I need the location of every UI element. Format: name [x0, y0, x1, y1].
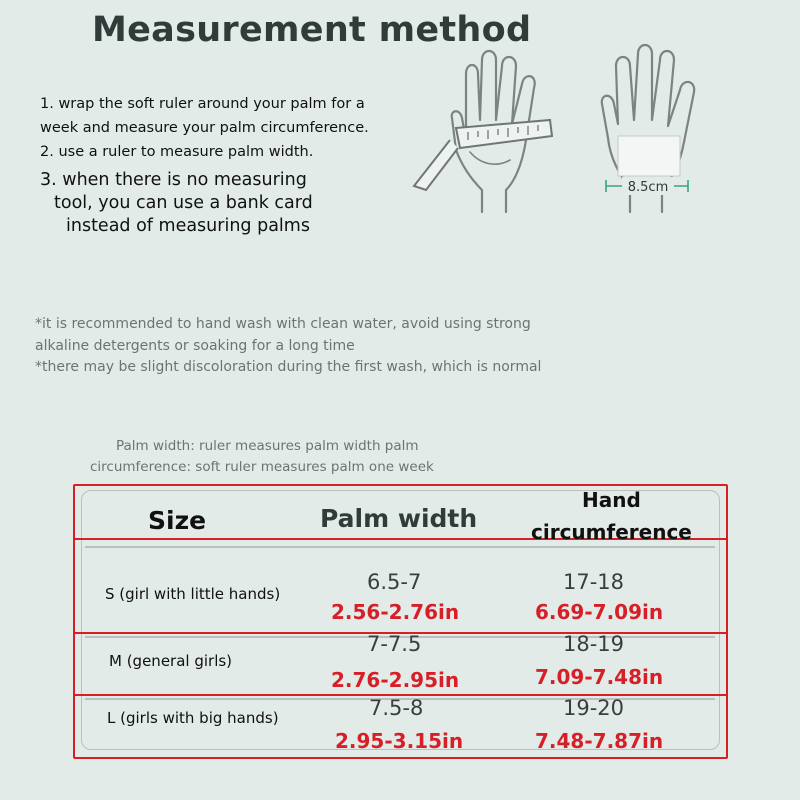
header-size: Size [148, 506, 207, 535]
row-label-s: S (girl with little hands) [105, 585, 281, 603]
hand-cm-s: 17-18 [563, 570, 625, 594]
header-hand-circumference [531, 484, 692, 548]
hand-measurement-illustration [410, 40, 730, 220]
hand-in-l: 7.48-7.87in [535, 729, 664, 753]
hand-cm-l: 19-20 [563, 696, 625, 720]
subtitle-line-1: Palm width: ruler measures palm width palm [116, 438, 419, 454]
soft-ruler-icon [414, 120, 552, 190]
palm-in-s: 2.56-2.76in [331, 600, 460, 624]
measure-width-label: 8.5cm [627, 180, 669, 195]
header-hand-line-1: Hand [582, 488, 641, 512]
page-title: Measurement method [92, 10, 532, 50]
row-label-l: L (girls with big hands) [107, 709, 279, 727]
step-3 [40, 169, 400, 238]
note-1: *it is recommended to hand wash with clean water, avoid using strong alkaline detergents or soaking for a long time [35, 316, 531, 354]
hand-in-m: 7.09-7.48in [535, 665, 664, 689]
hand-in-s: 6.69-7.09in [535, 600, 664, 624]
row-label-m: M (general girls) [109, 652, 233, 670]
palm-cm-m: 7-7.5 [367, 632, 422, 656]
step-3-line-3: instead of measuring palms [66, 216, 310, 236]
note-2: *there may be slight discoloration during the first wash, which is normal [35, 359, 542, 375]
header-hand-line-2: circumference [531, 520, 692, 544]
palm-in-m: 2.76-2.95in [331, 668, 460, 692]
step-1: 1. wrap the soft ruler around your palm for a week and measure your palm circumference. [40, 96, 369, 136]
care-notes [35, 314, 555, 379]
step-3-line-1: 3. when there is no measuring [40, 170, 307, 190]
palm-cm-l: 7.5-8 [369, 696, 424, 720]
hand-cm-m: 18-19 [563, 632, 625, 656]
size-table [73, 484, 728, 759]
palm-cm-s: 6.5-7 [367, 570, 422, 594]
step-2: 2. use a ruler to measure palm width. [40, 144, 314, 160]
header-palm-width: Palm width [320, 504, 478, 533]
measurement-subtitle [90, 436, 434, 478]
palm-in-l: 2.95-3.15in [335, 729, 464, 753]
subtitle-line-2: circumference: soft ruler measures palm one week [90, 459, 434, 475]
bank-card-icon [618, 136, 680, 176]
instruction-steps [40, 92, 400, 238]
step-3-line-2: tool, you can use a bank card [54, 193, 313, 213]
